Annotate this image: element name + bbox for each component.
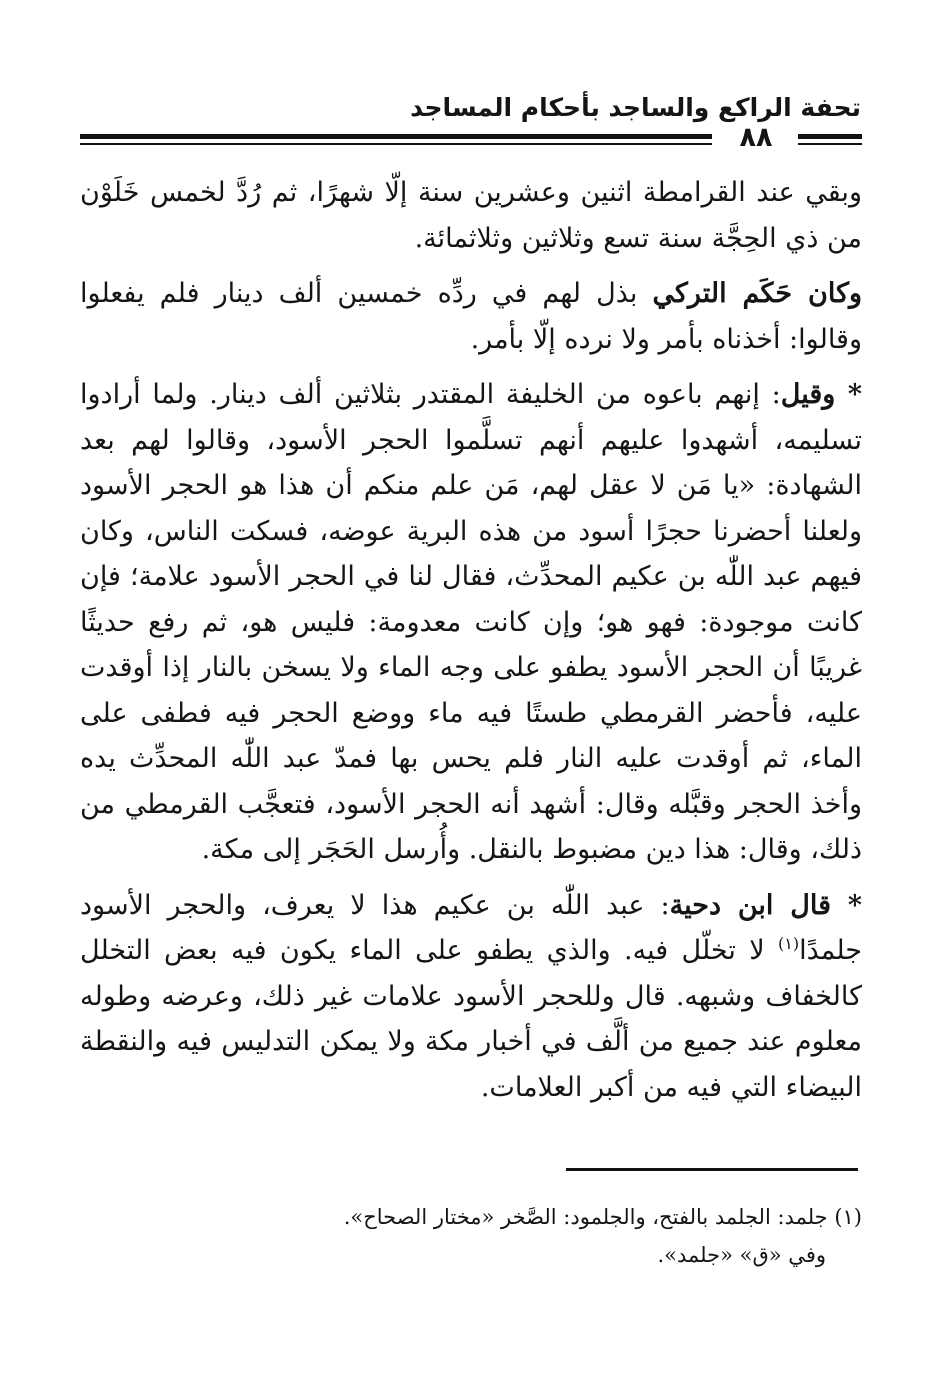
header-rule (80, 122, 862, 153)
paragraph-2 (80, 271, 862, 362)
paragraph-4-text-b: لا تخلّل فيه. والذي يطفو على الماء يكون فيه بعض التخلل كالخفاف وشبهه. قال وللحجر الأسود علامات غير ذلك، وعرضه وطوله معلوم عند جميع من ألَّف في أخبار مكة ولا يمكن التدليس فيه والنقطة البيضاء التي فيه من أكبر العلامات. (80, 935, 862, 1103)
paragraph-4-text-a: : عبد اللّٰه بن عكيم هذا لا يعرف، والحجر الأسود جلمدًا (80, 889, 862, 966)
paragraph-1: وبقي عند القرامطة اثنين وعشرين سنة إلّا شهرًا، ثم رُدَّ لخمس خَلَوْن من ذي الحِجَّة سنة تسع وثلاثين وثلاثمائة. (80, 177, 862, 254)
paragraph-3-lead: * وقيل (780, 379, 863, 410)
paragraph-3-text: : إنهم باعوه من الخليفة المقتدر بثلاثين ألف دينار. ولما أرادوا تسليمه، أشهدوا عليهم أنهم تسلَّموا الحجر الأسود، وقالوا لهم بعد الشهادة: «يا مَن لا عقل لهم، مَن علم منكم أن هذا هو الحجر الأسود ولعلنا أحضرنا حجرًا أسود من هذه البرية عوضه، فسكت الناس، وكان فيهم عبد اللّٰه بن عكيم المحدِّث، فقال لنا في الحجر الأسود علامة؛ فإن كانت موجودة: فهو هو؛ وإن كانت معدومة: فليس هو، ثم رفع حديثًا غريبًا أن الحجر الأسود يطفو على وجه الماء ولا يسخن بالنار إذا أوقدت عليه، فأحضر القرمطي طستًا فيه ماء ووضع الحجر فيه فطفى على الماء، ثم أوقدت عليه النار فلم يحس بها فمدّ عبد اللّٰه المحدِّث يده وأخذ الحجر وقبَّله وقال: أشهد أنه الحجر الأسود، فتعجَّب القرمطي من ذلك، وقال: هذا دين مضبوط بالنقل. وأُرسل الحَجَر إلى مكة. (80, 379, 862, 865)
footnote-1: (١) جلمد: الجلمد بالفتح، والجلمود: الصَّخر «مختار الصحاح». (343, 1205, 862, 1229)
main-text (80, 170, 862, 1110)
paragraph-2-name: وكان حَكَم التركي (652, 278, 862, 309)
footnotes (80, 1198, 862, 1274)
running-header: تحفة الراكع والساجد بأحكام المساجد (410, 93, 861, 122)
paragraph-4-lead: * قال ابن دحية (669, 889, 862, 921)
footnote-1-continuation: وفي «ق» «جلمد». (657, 1243, 826, 1267)
paragraph-2-text: بذل لهم في ردِّه خمسين ألف دينار فلم يفعلوا وقالوا: أخذناه بأمر ولا نرده إلّا بأمر. (80, 278, 862, 355)
header-double-rule-long (80, 134, 712, 146)
paragraph-4 (80, 883, 862, 1111)
header-double-rule-short (798, 134, 862, 146)
page-number: ٨٨ (739, 122, 773, 153)
footnote-divider (566, 1168, 858, 1171)
footnote-reference: (١) (777, 934, 800, 953)
paragraph-3 (80, 372, 862, 873)
